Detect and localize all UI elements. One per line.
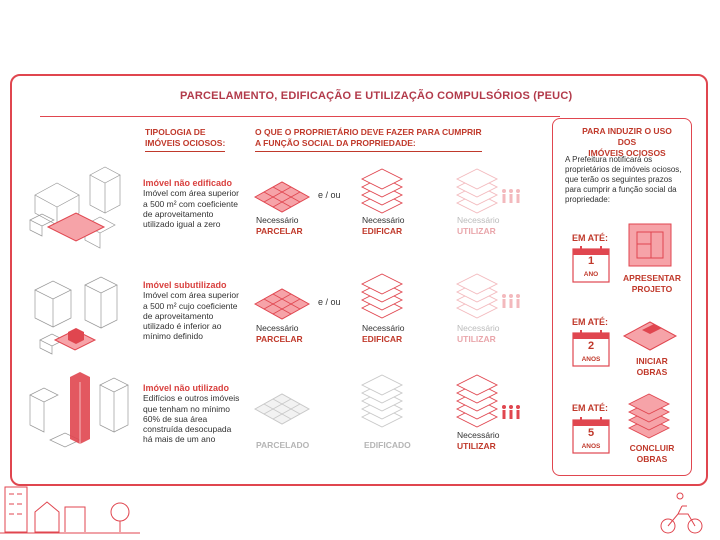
finished-building-icon [625,390,675,442]
construction-icon [622,312,680,352]
row1-parcelar-label: Necessário PARCELAR [256,215,303,236]
row1-edificar-label: Necessário EDIFICAR [362,215,405,236]
deadline2-unit: ANOS [581,356,601,363]
building-icon [360,270,405,320]
deadline2-number: 2 [587,340,595,352]
deadline1-label: EM ATÉ: [572,233,608,243]
deadline1-number: 1 [587,255,595,267]
deadline3-unit: ANOS [581,443,601,450]
parcel-grid-icon [255,287,310,322]
deadline1-action: APRESENTAR PROJETO [623,273,681,294]
row2-parcelar-label: Necessário PARCELAR [256,323,303,344]
row2-conj: e / ou [318,297,341,307]
utilize-building-icon [455,375,525,430]
parcel-grid-icon [255,180,310,215]
utilize-building-icon [455,165,525,215]
header-induzir: PARA INDUZIR O USO DOS IMÓVEIS OCIOSOS [582,126,672,158]
deadline3-number: 5 [587,427,595,439]
city-illustration-row1 [30,165,140,255]
header-oque: O QUE O PROPRIETÁRIO DEVE FAZER PARA CUMPRIR A FUNÇÃO SOCIAL DA PROPRIEDADE: [255,127,482,152]
row1-conj: e / ou [318,190,341,200]
deadline3-label: EM ATÉ: [572,403,608,413]
row2-description: Imóvel subutilizado Imóvel com área superior a 500 m² cujo coeficiente de aproveitamento utilizado é inferior ao mínimo definido [143,280,239,342]
row1-description: Imóvel não edificado Imóvel com área superior a 500 m² com coeficiente de aproveitamento utilizado igual a zero [143,178,239,230]
project-plan-icon [627,222,675,270]
row3-utilizar-label: Necessário UTILIZAR [457,430,500,451]
deadline2-action: INICIAR OBRAS [636,356,668,377]
prefeitura-intro: A Prefeitura notificará os proprietários de imóveis ociosos, que terão os seguintes prazos para cumprir a função social da propriedade: [565,155,682,204]
deadline1-unit: ANO [583,271,599,278]
utilize-building-icon [455,270,525,320]
building-icon [360,165,405,215]
page-title: PARCELAMENTO, EDIFICAÇÃO E UTILIZAÇÃO COMPULSÓRIOS (PEUC) [180,90,573,102]
building-icon [360,375,405,430]
city-illustration-row2 [30,270,140,360]
row3-parcelado-label: PARCELADO [256,440,310,450]
row1-utilizar-label: Necessário UTILIZAR [457,215,500,236]
title-divider [40,116,560,117]
row2-edificar-label: Necessário EDIFICAR [362,323,405,344]
row3-description: Imóvel não utilizado Edifícios e outros imóveis que tenham no mínimo 60% de sua área construída desocupada há mais de um ano [143,383,240,445]
parcel-grid-icon [255,392,310,427]
deadline2-label: EM ATÉ: [572,317,608,327]
row2-utilizar-label: Necessário UTILIZAR [457,323,500,344]
deadline3-action: CONCLUIR OBRAS [629,443,675,464]
header-tipologia: TIPOLOGIA DE IMÓVEIS OCIOSOS: [145,127,225,152]
city-illustration-row3 [30,365,140,460]
street-decoration [0,482,720,540]
row3-edificado-label: EDIFICADO [364,440,411,450]
